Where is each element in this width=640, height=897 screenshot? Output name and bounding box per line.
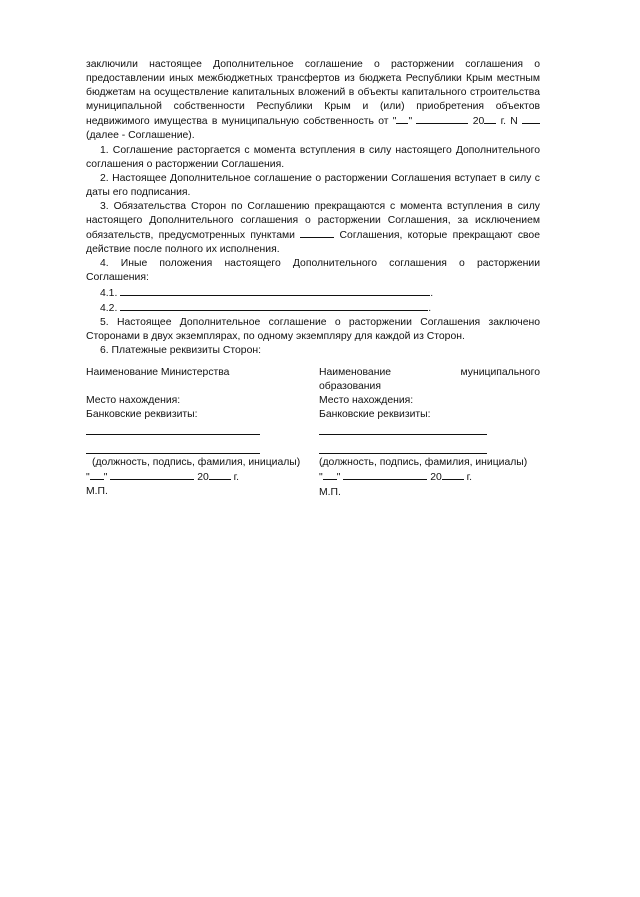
ministry-date: " " 20 г. <box>86 472 240 484</box>
ministry-signature-line <box>86 441 260 454</box>
municipality-bank: Банковские реквизиты: <box>319 409 431 421</box>
municipality-date: " " 20 г. <box>319 472 473 484</box>
signature-block-municipality <box>319 366 540 500</box>
blank-4-1 <box>120 286 430 296</box>
municipality-signature-line <box>319 441 487 454</box>
clause-6: 6. Платежные реквизиты Сторон: <box>100 344 261 356</box>
clause-4-1: 4.1. . <box>100 287 434 299</box>
ministry-location: Место нахождения: <box>86 395 181 407</box>
municipality-bank-line <box>319 422 487 435</box>
ministry-signature-caption: (должность, подпись, фамилия, инициалы) <box>92 457 301 469</box>
clause-5: 5. Настоящее Дополнительное соглашение о расторжении Соглашения заключено Сторонами в двух экземплярах, по одному экземпляру для каждой из Сторон. <box>86 316 540 342</box>
ministry-bank-line <box>86 422 260 435</box>
clause-3 <box>86 200 540 257</box>
intro-text: заключили настоящее Дополнительное соглашение о расторжении соглашения о предоставлении иных межбюджетных трансфертов из бюджета Республики Крым местным бюджетам на осуществление капитальных вложений в объекты капитального строительства муниципальной собственности Республики Крым и (или) приобретения объектов недвижимого имущества в муниципальную собственность от " <box>86 59 540 128</box>
blank-number <box>522 114 540 124</box>
municipality-name-line2: образования <box>319 381 381 393</box>
intro-paragraph <box>86 58 540 144</box>
clause-4-2-label: 4.2. <box>100 302 121 314</box>
ministry-bank: Банковские реквизиты: <box>86 409 198 421</box>
clause-4-2: 4.2. . <box>100 302 432 314</box>
clause-4-1-label: 4.1. <box>100 287 121 299</box>
clause-2: 2. Настоящее Дополнительное соглашение о расторжении Соглашения вступает в силу с даты его подписания. <box>86 172 540 198</box>
blank-day <box>396 114 408 124</box>
signature-block-ministry <box>86 366 308 500</box>
intro-suffix: (далее - Соглашение). <box>86 130 195 142</box>
clause-1: 1. Соглашение расторгается с момента вступления в силу настоящего Дополнительного соглашения о расторжении Соглашения. <box>86 144 540 170</box>
municipality-location: Место нахождения: <box>319 395 414 407</box>
ministry-stamp: М.П. <box>86 486 108 498</box>
blank-clauses <box>300 228 334 238</box>
blank-4-2 <box>120 301 428 311</box>
clause-3-suffix: Соглашения, которые прекращают свое действие после полного их исполнения. <box>86 230 540 256</box>
ministry-name: Наименование Министерства <box>86 367 230 378</box>
municipality-name: Наименование муниципального <box>319 367 540 378</box>
intro-quote: " <box>408 116 413 128</box>
blank-year <box>484 114 496 124</box>
clause-4: 4. Иные положения настоящего Дополнительного соглашения о расторжении Соглашения: <box>86 258 540 284</box>
agreement-body <box>86 58 540 358</box>
intro-number-label: г. N <box>496 116 523 128</box>
intro-year-prefix: 20 <box>472 116 485 128</box>
municipality-signature-caption: (должность, подпись, фамилия, инициалы) <box>319 457 528 469</box>
clause-3-text: 3. Обязательства Сторон по Соглашению прекращаются с момента вступления в силу настоящего Дополнительного соглашения о расторжении Соглашения, за исключением обязательств, предусмотренных пунктами <box>86 200 540 242</box>
municipality-stamp: М.П. <box>319 486 341 498</box>
blank-month <box>416 114 468 124</box>
